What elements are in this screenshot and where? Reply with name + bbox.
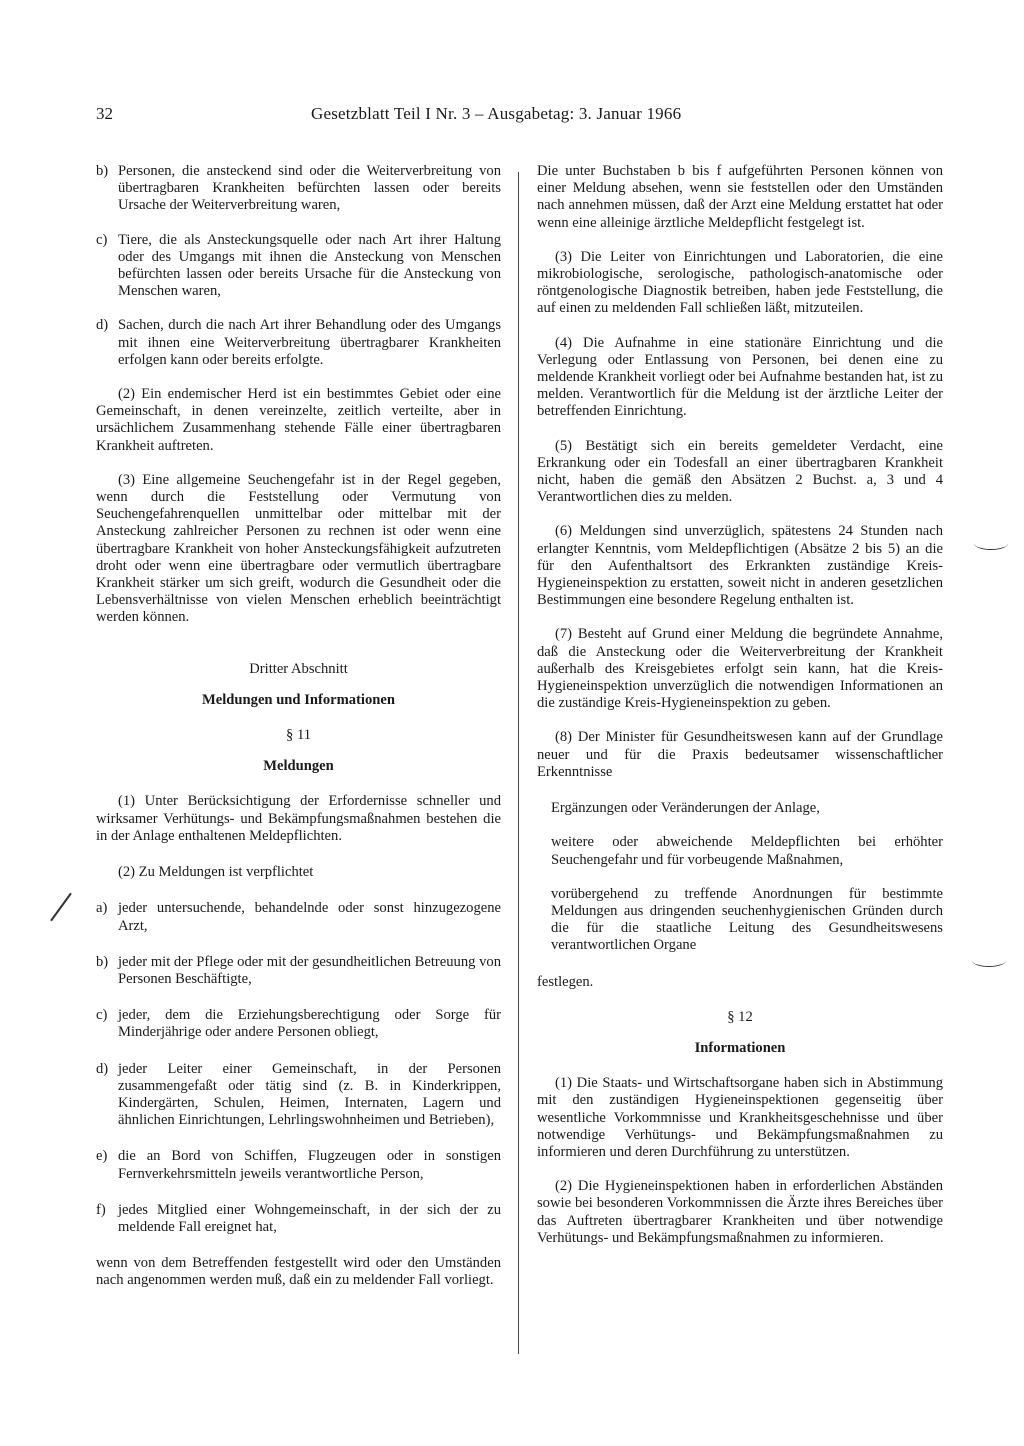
- item-label: f): [96, 1201, 106, 1218]
- page-header: [96, 104, 976, 140]
- item-label: e): [96, 1148, 108, 1165]
- paragraph-title: Meldungen: [263, 758, 334, 775]
- list-item: [96, 1148, 501, 1182]
- page-number: 32: [96, 104, 113, 123]
- item-label: b): [96, 953, 109, 970]
- paragraph: (4) Die Aufnahme in eine stationäre Einrichtung und die Verlegung oder Entlassung von Personen, bei denen eine zu meldende Krankheit vorliegt oder bei Aufnahme bestanden hat, ist zu melden. Verantwortlich für die Meldung ist der ärztliche Leiter der betreffenden Einrichtung.: [537, 334, 943, 420]
- paragraph: (8) Der Minister für Gesundheitswesen kann auf der Grundlage neuer und für die Praxis bedeutsamer wissenschaftlicher Erkenntnisse: [537, 729, 943, 780]
- item-text: Sachen, durch die nach Art ihrer Behandlung oder des Umgangs mit ihnen eine Weiterverbreitung übertragbarer Krankheiten erfolgen kann oder bereits erfolgte.: [118, 317, 501, 368]
- right-column: [537, 163, 943, 1247]
- list-item: [96, 317, 501, 369]
- item-label: d): [96, 1060, 109, 1077]
- sub-item: vorübergehend zu treffende Anordnungen für bestimmte Meldungen aus dringenden seuchenhygienischen Gründen durch die für die staatliche Leitung des Gesundheitswesens verantwortlichen Organe: [551, 885, 943, 954]
- list-item: [96, 1202, 501, 1236]
- margin-pen-mark: [50, 893, 72, 922]
- paragraph: (2) Die Hygieneinspektionen haben in erforderlichen Abständen sowie bei besonderen Vorkommnissen die Ärzte ihres Bereiches über das Auftreten übertragbarer Krankheiten und über notwendige Verhütungs- und Bekämpfungsmaßnahmen zu informieren.: [537, 1178, 943, 1246]
- sub-item: weitere oder abweichende Meldepflichten bei erhöhter Seuchengefahr und für vorbeugende Maßnahmen,: [551, 834, 943, 868]
- paragraph-title: Informationen: [694, 1039, 786, 1056]
- left-column: [96, 163, 501, 1290]
- section-heading: Dritter Abschnitt: [249, 660, 348, 677]
- paragraph: (6) Meldungen sind unverzüglich, spätestens 24 Stunden nach erlangter Kenntnis, vom Meldepflichtigen (Absätze 2 bis 5) an die für den Aufenthaltsort des Erkrankten zuständige Kreis-Hygieneinspektion zu erstatten, soweit nicht in anderen gesetzlichen Bestimmungen eine besondere Regelung enthalten ist.: [537, 523, 943, 609]
- item-label: c): [96, 231, 108, 248]
- paragraph: (1) Unter Berücksichtigung der Erfordernisse schneller und wirksamer Verhütungs- und Bekämpfungsmaßnahmen bestehen die in der Anlage enthaltenen Meldepflichten.: [96, 793, 501, 844]
- column-divider: [518, 172, 519, 1354]
- paragraph: (1) Die Staats- und Wirtschaftsorgane haben sich in Abstimmung mit den zuständigen Hygieneinspektionen gegenseitig über wesentliche Vorkommnisse und Krankheitsgeschehnisse und über notwendige Verhütungs- und Bekämpfungsmaßnahmen zu informieren und deren Durchführung zu unterstützen.: [537, 1075, 943, 1160]
- margin-pen-mark: [972, 954, 1006, 967]
- item-text: die an Bord von Schiffen, Flugzeugen oder in sonstigen Fernverkehrsmitteln jeweils verantwortliche Person,: [118, 1148, 501, 1182]
- paragraph: (3) Eine allgemeine Seuchengefahr ist in der Regel gegeben, wenn durch die Feststellung oder Vermutung von Seuchengefahrenquellen unmittelbar oder mittelbar mit der Ansteckung zahlreicher Personen zu rechnen ist oder wenn eine übertragbare Krankheit von hoher Ansteckungsfähigkeit aufzutreten droht oder wenn eine übertragbare oder vermutlich übertragbare Krankheit stärker um sich greift, wodurch die Gesundheit oder die Lebensverhältnisse von vielen Menschen erheblich beeinträchtigt werden können.: [96, 471, 501, 626]
- item-text: jeder Leiter einer Gemeinschaft, in der Personen zusammengefaßt oder tätig sind (z. B. in Kinderkrippen, Kindergärten, Schulen, Heimen, Internaten, Lagern und ähnlichen Einrichtungen, Lehrlingswohnheimen und Betrieben),: [118, 1060, 501, 1129]
- section-title: Meldungen und Informationen: [202, 691, 395, 708]
- list-item: [96, 954, 501, 988]
- sub-item: Ergänzungen oder Veränderungen der Anlage,: [551, 800, 820, 817]
- list-item: [96, 232, 501, 301]
- item-text: jeder mit der Pflege oder mit der gesundheitlichen Betreuung von Personen Beschäftigte,: [118, 953, 501, 987]
- item-label: c): [96, 1007, 108, 1024]
- list-item: [96, 163, 501, 215]
- item-text: Tiere, die als Ansteckungsquelle oder nach Art ihrer Haltung oder des Umgangs mit ihnen die Ansteckung von Menschen befürchten lassen oder bereits Ursache für die Ansteckung von Menschen waren,: [118, 231, 501, 300]
- margin-pen-mark: [974, 537, 1008, 550]
- item-text: jeder untersuchende, behandelnde oder sonst hinzugezogene Arzt,: [118, 900, 501, 934]
- item-label: d): [96, 317, 109, 334]
- running-head: Gesetzblatt Teil I Nr. 3 – Ausgabetag: 3. Januar 1966: [311, 104, 682, 123]
- item-label: a): [96, 900, 108, 917]
- paragraph-number: § 12: [727, 1008, 753, 1025]
- paragraph-number: § 11: [286, 727, 311, 744]
- paragraph: (7) Besteht auf Grund einer Meldung die begründete Annahme, daß die Ansteckung oder die Weiterverbreitung der Krankheit außerhalb des Kreisgebietes erfolgt sein kann, hat die Kreis-Hygieneinspektion unverzüglich die notwendigen Informationen an die zuständige Kreis-Hygieneinspektion zu geben.: [537, 626, 943, 712]
- paragraph: (2) Zu Meldungen ist verpflichtet: [118, 864, 314, 881]
- item-label: b): [96, 163, 109, 179]
- paragraph: festlegen.: [537, 973, 594, 990]
- paragraph: Die unter Buchstaben b bis f aufgeführten Personen können von einer Meldung absehen, wenn sie feststellen oder den Umständen nach annehmen müssen, daß der Arzt eine Meldung erstattet hat oder wenn eine alleinige ärztliche Meldepflicht festgelegt ist.: [537, 163, 943, 231]
- paragraph: (5) Bestätigt sich ein bereits gemeldeter Verdacht, eine Erkrankung oder ein Todesfall an einer übertragbaren Krankheit nicht, haben die gemäß den Absätzen 2 Buchst. a, 3 und 4 Verantwortlichen dies zu melden.: [537, 437, 943, 506]
- paragraph: wenn von dem Betreffenden festgestellt wird oder den Umständen nach angenommen werden muß, daß ein zu meldender Fall vorliegt.: [96, 1255, 501, 1289]
- item-text: Personen, die ansteckend sind oder die Weiterverbreitung von übertragbaren Krankheiten befürchten lassen oder bereits Ursache der Weiterverbreitung waren,: [118, 163, 501, 214]
- item-text: jeder, dem die Erziehungsberechtigung oder Sorge für Minderjährige oder andere Personen obliegt,: [118, 1007, 501, 1041]
- paragraph: (2) Ein endemischer Herd ist ein bestimmtes Gebiet oder eine Gemeinschaft, in denen vereinzelte, zeitlich verteilte, aber in ursächlichem Zusammenhang stehende Fälle einer übertragbaren Krankheit auftreten.: [96, 386, 501, 454]
- item-text: jedes Mitglied einer Wohngemeinschaft, in der sich der zu meldende Fall ereignet hat,: [118, 1201, 501, 1235]
- list-item: [96, 1061, 501, 1130]
- list-item: [96, 1007, 501, 1041]
- list-item: [96, 900, 501, 934]
- paragraph: (3) Die Leiter von Einrichtungen und Laboratorien, die eine mikrobiologische, serologische, pathologisch-anatomische oder röntgenologische Diagnostik betreiben, haben jede Feststellung, die auf einen zu meldenden Fall schließen läßt, mitzuteilen.: [537, 248, 943, 317]
